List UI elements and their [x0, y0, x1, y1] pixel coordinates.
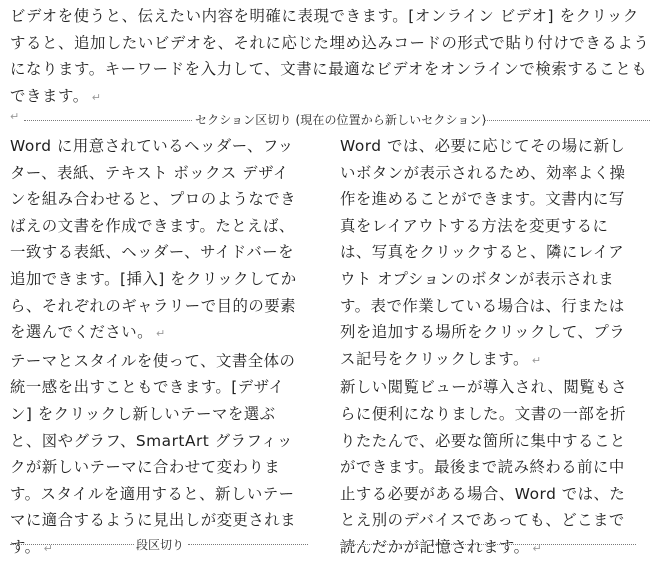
paragraph-mark-icon: ↵: [532, 541, 543, 555]
left-column[interactable]: [10, 133, 302, 563]
right-column-paragraph-1[interactable]: [340, 133, 632, 374]
paragraph-mark-icon: ↵: [43, 541, 54, 555]
paragraph-mark-icon: ↵: [10, 110, 20, 123]
column-break: [10, 535, 310, 551]
right-column[interactable]: [340, 133, 632, 563]
column-break-label: 段区切り: [136, 538, 185, 552]
left-column-paragraph-1[interactable]: [10, 133, 302, 348]
right-column-end-divider: [340, 544, 636, 545]
intro-paragraph-block[interactable]: [10, 3, 650, 111]
right-column-paragraph-2[interactable]: [340, 374, 632, 562]
intro-paragraph-text[interactable]: ビデオを使うと、伝えたい内容を明確に表現できます。[オンライン ビデオ] をクリックすると、追加したいビデオを、それに応じた埋め込みコードの形式で貼り付けできるようになります。キーワードを入力して、文書に最適なビデオをオンラインで検索することもできます。: [10, 7, 650, 105]
paragraph-text[interactable]: Word では、必要に応じてその場に新しいボタンが表示されるため、効率よく操作を進めることができます。文書内に写真をレイアウトする方法を変更するには、写真をクリックすると、隣にレイアウト オプションのボタンが表示されます。表で作業している場合は、行または列を追加する場所をクリックして、プラス記号をクリックします。: [340, 137, 626, 368]
section-break-line-right: [484, 120, 650, 121]
section-break-line-left: [24, 120, 192, 121]
column-break-line-left: [10, 544, 134, 545]
section-break-label: セクション区切り (現在の位置から新しいセクション): [195, 113, 487, 127]
section-break-continuous: [10, 110, 650, 130]
paragraph-mark-icon: ↵: [531, 353, 542, 367]
paragraph-text[interactable]: 新しい閲覧ビューが導入され、閲覧もさらに便利になりました。文書の一部を折りたたんで、必要な箇所に集中することができます。最後まで読み終わる前に中止する必要がある場合、Word では、たとえ別のデバイスであっても、どこまで読んだかが記憶されます。: [340, 378, 627, 556]
paragraph-mark-icon: ↵: [91, 90, 102, 104]
paragraph-text[interactable]: テーマとスタイルを使って、文書全体の統一感を出すこともできます。[デザイン] をクリックし新しいテーマを選ぶと、図やグラフ、SmartArt グラフィックが新しいテーマに合わせて変わります。スタイルを適用すると、新しいテーマに適合するように見出しが変更されます。: [10, 351, 297, 556]
left-column-paragraph-2[interactable]: [10, 348, 302, 563]
paragraph-mark-icon: ↵: [156, 327, 166, 341]
paragraph-text[interactable]: Word に用意されているヘッダー、フッター、表紙、テキスト ボックス デザインを組み合わせると、プロのようなできばえの文書を作成できます。たとえば、一致する表紙、ヘッダー、サイドバーを追加できます。[挿入] をクリックしてから、それぞれのギャラリーで目的の要素を選んでください。: [10, 137, 297, 342]
column-break-line-right: [188, 544, 308, 545]
intro-paragraph[interactable]: [10, 3, 650, 111]
